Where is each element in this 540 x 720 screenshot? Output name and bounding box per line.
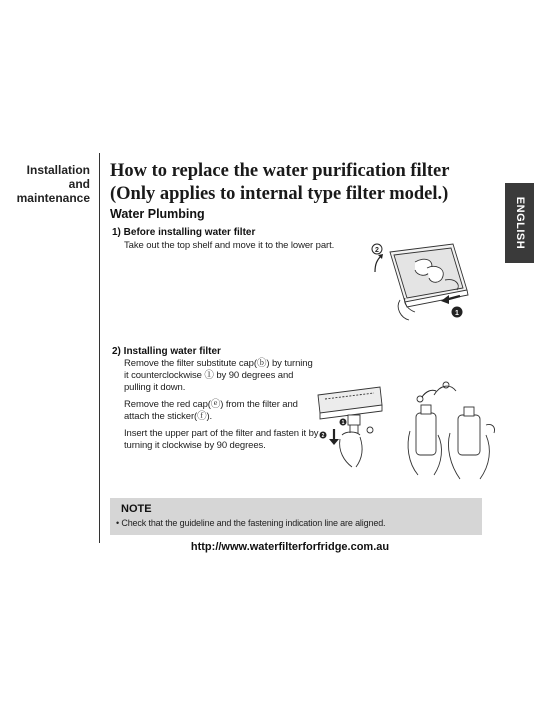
section-label-line2: maintenance bbox=[16, 191, 90, 205]
arrow-up-icon bbox=[375, 256, 381, 272]
page-title-line1: How to replace the water purification filter bbox=[110, 161, 450, 181]
step2-title: 2) Installing water filter bbox=[112, 346, 221, 357]
note-box bbox=[110, 498, 482, 535]
page-title bbox=[110, 160, 490, 206]
section-label bbox=[4, 163, 90, 205]
arrow-up-icon bbox=[422, 390, 436, 397]
step-marker-1-label: 1 bbox=[455, 310, 459, 317]
step2-paragraph-3: Insert the upper part of the filter and fasten it by turning it clockwise by 90 degrees. bbox=[124, 428, 319, 451]
step-marker-2-label: 2 bbox=[375, 247, 379, 254]
step-marker-1-label: 1 bbox=[341, 420, 345, 426]
section-heading: Water Plumbing bbox=[110, 207, 205, 221]
shelf-removal-illustration bbox=[365, 240, 475, 330]
step2-p2-c: ). bbox=[206, 411, 213, 422]
step-number-1: ① bbox=[204, 370, 214, 381]
filter-installation-illustration bbox=[310, 375, 500, 485]
step2-p2-a: Remove the red cap( bbox=[124, 399, 211, 410]
language-tab-label: ENGLISH bbox=[513, 196, 526, 250]
page-title-line2: (Only applies to internal type filter model.) bbox=[110, 184, 449, 204]
cap-marker-e: ⓔ bbox=[210, 399, 221, 410]
step2-p1-b: ) by turning it counterclockwise bbox=[124, 358, 313, 381]
vertical-divider bbox=[99, 153, 100, 543]
section-label-line1: Installation and bbox=[26, 163, 90, 191]
language-tab bbox=[505, 183, 534, 263]
step2-p1-c: by 90 degrees and pulling it down. bbox=[124, 370, 294, 393]
sticker-marker-f: ⓕ bbox=[197, 411, 207, 422]
step2-paragraph-2 bbox=[124, 399, 304, 423]
step2-paragraph-1 bbox=[124, 358, 314, 394]
step1-text: Take out the top shelf and move it to the lower part. bbox=[124, 240, 335, 251]
cap-marker-b: ⓑ bbox=[256, 358, 267, 369]
step-marker-2-label: 2 bbox=[321, 433, 325, 439]
note-text: • Check that the guideline and the fastening indication line are aligned. bbox=[116, 518, 386, 528]
step2-p1-a: Remove the filter substitute cap( bbox=[124, 358, 257, 369]
note-heading: NOTE bbox=[121, 503, 152, 515]
step2-p2-b: ) from the filter and attach the sticker( bbox=[124, 399, 298, 422]
step1-title: 1) Before installing water filter bbox=[112, 227, 256, 238]
footer-url: http://www.waterfilterforfridge.com.au bbox=[190, 541, 390, 553]
